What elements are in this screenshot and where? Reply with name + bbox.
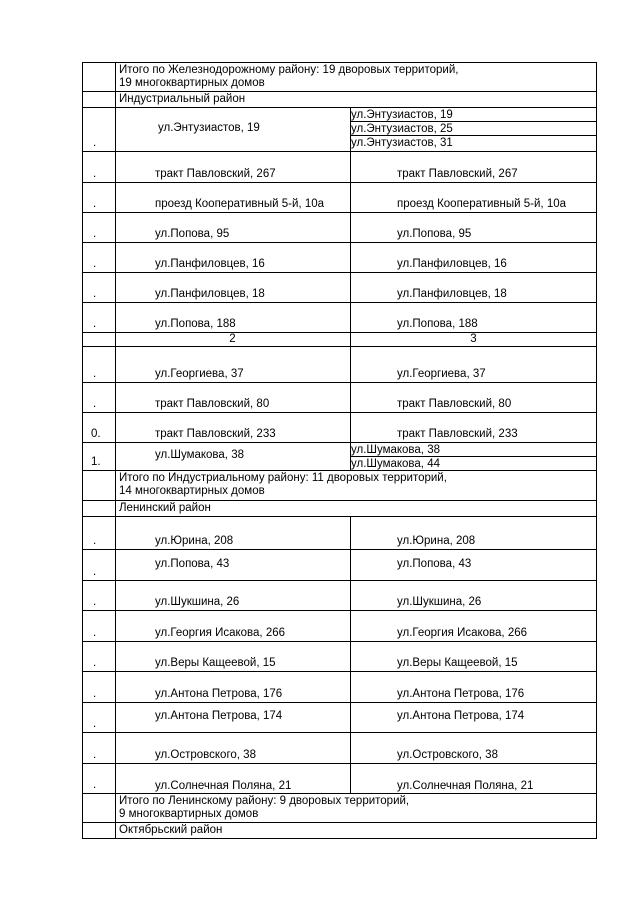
table-row: . ул.Энтузиастов, 19 ул.Энтузиастов, 25 ул.Энтузиастов, 31 ул.Энтузиастов, 19	[82, 108, 597, 152]
house-cell: тракт Павловский, 267	[397, 168, 518, 180]
house-cell: проезд Кооперативный 5-й, 10а	[397, 198, 567, 210]
district-heading: Индустриальный район	[119, 93, 246, 105]
house-cell: ул.Веры Кащеевой, 15	[397, 657, 518, 669]
address-cell: ул.Солнечная Поляна, 21	[155, 780, 292, 792]
table-row: . ул.Панфиловцев, 16 ул.Панфиловцев, 16	[82, 243, 597, 273]
house-cell: ул.Попова, 43	[397, 558, 472, 570]
table-row: . ул.Шукшина, 26 ул.Шукшина, 26	[82, 581, 597, 611]
house-cell: тракт Павловский, 233	[397, 428, 518, 440]
house-cell: ул.Антона Петрова, 174	[397, 710, 525, 722]
address-cell: ул.Панфиловцев, 16	[155, 258, 265, 270]
table-row: . ул.Солнечная Поляна, 21 ул.Солнечная Поляна, 21	[82, 764, 597, 794]
district-heading: Октябрьский район	[119, 824, 223, 836]
district-total-row	[82, 794, 597, 823]
address-cell: ул.Антона Петрова, 174	[155, 710, 283, 722]
table-row: . ул.Антона Петрова, 174 ул.Антона Петрова, 174	[82, 703, 597, 733]
house-cell: ул.Панфиловцев, 16	[397, 258, 507, 270]
district-heading-row	[82, 501, 597, 517]
house-cell: тракт Павловский, 80	[397, 398, 512, 410]
address-cell: тракт Павловский, 267	[155, 168, 276, 180]
house-cell: ул.Юрина, 208	[397, 535, 476, 547]
district-total-row	[82, 471, 597, 501]
address-cell: ул.Георгия Исакова, 266	[155, 627, 286, 639]
address-cell: проезд Кооперативный 5-й, 10а	[155, 198, 325, 210]
address-cell: ул.Панфиловцев, 18	[155, 288, 265, 300]
address-cell: тракт Павловский, 233	[155, 428, 276, 440]
district-heading-row	[82, 823, 597, 839]
address-cell: ул.Веры Кащеевой, 15	[155, 657, 276, 669]
table-row: . ул.Панфиловцев, 18 ул.Панфиловцев, 18	[82, 273, 597, 303]
table-row: . ул.Георгиева, 37 ул.Георгиева, 37	[82, 347, 597, 383]
table-row: . ул.Антона Петрова, 176 ул.Антона Петрова, 176	[82, 672, 597, 703]
address-cell: ул.Островского, 38	[155, 749, 256, 761]
table-row: 1. ул.Шумакова, 38 ул.Шумакова, 44 ул.Шумакова, 38	[82, 443, 597, 471]
address-cell: ул.Шукшина, 26	[155, 596, 240, 608]
house-cell: ул.Панфиловцев, 18	[397, 288, 507, 300]
district-total-row	[82, 62, 597, 92]
document-table	[82, 62, 597, 839]
house-cell: ул.Антона Петрова, 176	[397, 688, 525, 700]
house-cell: ул.Георгия Исакова, 266	[397, 627, 528, 639]
house-cell: ул.Попова, 95	[397, 228, 472, 240]
address-cell: ул.Энтузиастов, 19	[158, 122, 260, 134]
column-number-row: 2 3	[82, 333, 597, 347]
table-row: . ул.Попова, 188 ул.Попова, 188	[82, 303, 597, 333]
district-heading-row	[82, 92, 597, 108]
table-row: . ул.Попова, 95 ул.Попова, 95	[82, 213, 597, 243]
address-cell: ул.Юрина, 208	[155, 535, 234, 547]
house-cell: ул.Островского, 38	[397, 749, 498, 761]
district-heading: Ленинский район	[119, 502, 211, 514]
address-cell: ул.Георгиева, 37	[155, 368, 244, 380]
address-cell: ул.Антона Петрова, 176	[155, 688, 283, 700]
address-cell: тракт Павловский, 80	[155, 398, 270, 410]
table-row: . ул.Островского, 38 ул.Островского, 38	[82, 733, 597, 764]
table-row: . тракт Павловский, 267 тракт Павловский, 267	[82, 152, 597, 183]
address-cell: ул.Попова, 95	[155, 228, 230, 240]
address-cell: ул.Попова, 43	[155, 558, 230, 570]
address-cell: ул.Шумакова, 38	[155, 449, 244, 461]
house-cell: ул.Георгиева, 37	[397, 368, 486, 380]
house-cell: ул.Попова, 188	[397, 318, 478, 330]
table-row: . ул.Веры Кащеевой, 15 ул.Веры Кащеевой, 15	[82, 642, 597, 672]
table-row: . ул.Георгия Исакова, 266 ул.Георгия Исакова, 266	[82, 611, 597, 642]
house-cell: ул.Шукшина, 26	[397, 596, 482, 608]
table-row: . ул.Юрина, 208 ул.Юрина, 208	[82, 517, 597, 550]
table-row: . тракт Павловский, 80 тракт Павловский, 80	[82, 383, 597, 413]
house-cell: ул.Солнечная Поляна, 21	[397, 780, 534, 792]
table-row: . проезд Кооперативный 5-й, 10а проезд Кооперативный 5-й, 10а	[82, 183, 597, 213]
table-row: . ул.Попова, 43 ул.Попова, 43	[82, 550, 597, 581]
district-total-text: Итого по Железнодорожному району: 19 дворовых территорий, 19 многоквартирных домов	[119, 64, 459, 89]
district-total-text: Итого по Ленинскому району: 9 дворовых территорий, 9 многоквартирных домов	[119, 795, 410, 820]
district-total-text: Итого по Индустриальному району: 11 дворовых территорий, 14 многоквартирных домов	[119, 472, 447, 497]
table-row: 0. тракт Павловский, 233 тракт Павловский, 233	[82, 413, 597, 443]
address-cell: ул.Попова, 188	[155, 318, 236, 330]
